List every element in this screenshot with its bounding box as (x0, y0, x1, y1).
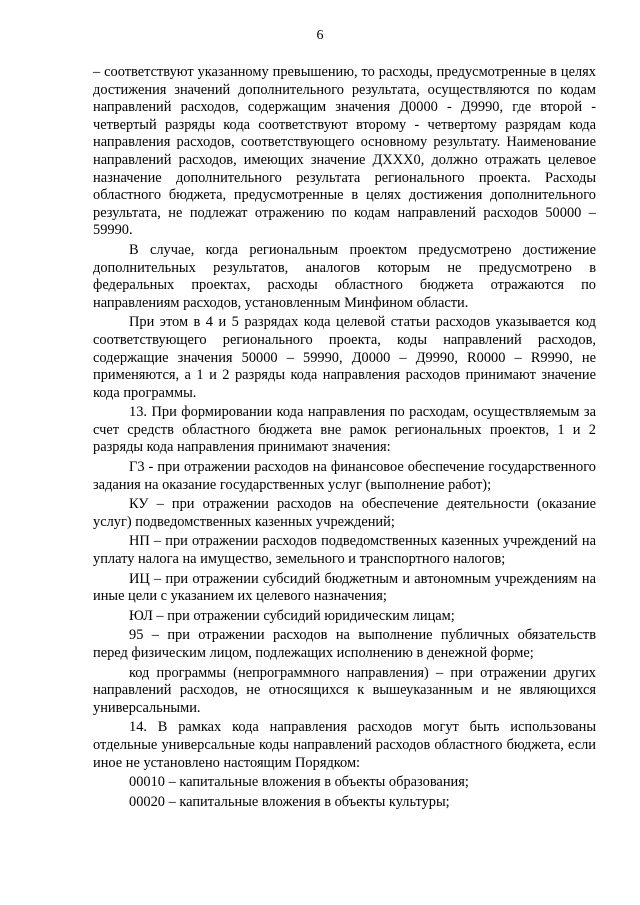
list-item-00020: 00020 – капитальные вложения в объекты культуры; (129, 793, 450, 810)
list-item-95: 95 – при отражении расходов на выполнение публичных обязательств перед физическим лицом, подлежащих исполнению в денежной форме; (93, 627, 596, 661)
paragraph-continuation: – соответствуют указанному превышению, то расходы, предусмотренные в целях достижения значений дополнительного результата, осуществляются по кодам направлений расходов, содержащим значения Д0000 - Д9990, где второй - четвертый разряды кода соответствуют второму - четвертому разрядам кода направления расходов, соответствующего основному результату. Наименование направлений расходов, имеющих значение ДХХХ0, должно отражать целевое назначение дополнительного результата регионального проекта. Расходы областного бюджета, предусмотренные в целях достижения дополнительного результата, не подлежат отражению по кодам направлений расходов 50000 – 59990. (93, 64, 596, 239)
list-item-g3: Г3 - при отражении расходов на финансовое обеспечение государственного задания на оказание государственных услуг (выполнение работ); (93, 459, 596, 493)
paragraph-item-13: 13. При формировании кода направления по расходам, осуществляемым за счет средств областного бюджета вне рамок региональных проектов, 1 и 2 разряды кода направления принимают значения: (93, 404, 596, 456)
list-item-program-code: код программы (непрограммного направления) – при отражении других направлений расходов, не относящихся к вышеуказанным и не являющихся универсальными. (93, 664, 596, 716)
list-item-np: НП – при отражении расходов подведомственных казенных учреждений на уплату налога на имущество, земельного и транспортного налогов; (93, 533, 596, 568)
list-item-ku: КУ – при отражении расходов на обеспечение деятельности (оказание услуг) подведомственных казенных учреждений; (93, 496, 596, 530)
page-number: 6 (316, 28, 324, 43)
list-item-yul: ЮЛ – при отражении субсидий юридическим лицам; (129, 607, 455, 624)
paragraph-item-14: 14. В рамках кода направления расходов могут быть использованы отдельные универсальные коды направлений расходов областного бюджета, если иное не установлено настоящим Порядком: (93, 719, 596, 771)
paragraph-digit-rules: При этом в 4 и 5 разрядах кода целевой статьи расходов указывается код соответствующего регионального проекта, коды направлений расходов, содержащие значения 50000 – 59990, Д0000 – Д9990, R0000 – R9990, не применяются, а 1 и 2 разряды кода направления расходов принимают значение кода программы. (93, 314, 596, 401)
list-item-ic: ИЦ – при отражении субсидий бюджетным и автономным учреждениям на иные цели с указанием их целевого назначения; (93, 570, 596, 605)
paragraph-additional-results: В случае, когда региональным проектом предусмотрено достижение дополнительных результатов, аналогов которым не предусмотрено в федеральных проектах, расходы областного бюджета отражаются по направлениям расходов, установленным Минфином области. (93, 241, 596, 311)
document-body (93, 64, 596, 813)
list-item-00010: 00010 – капитальные вложения в объекты образования; (129, 774, 469, 791)
